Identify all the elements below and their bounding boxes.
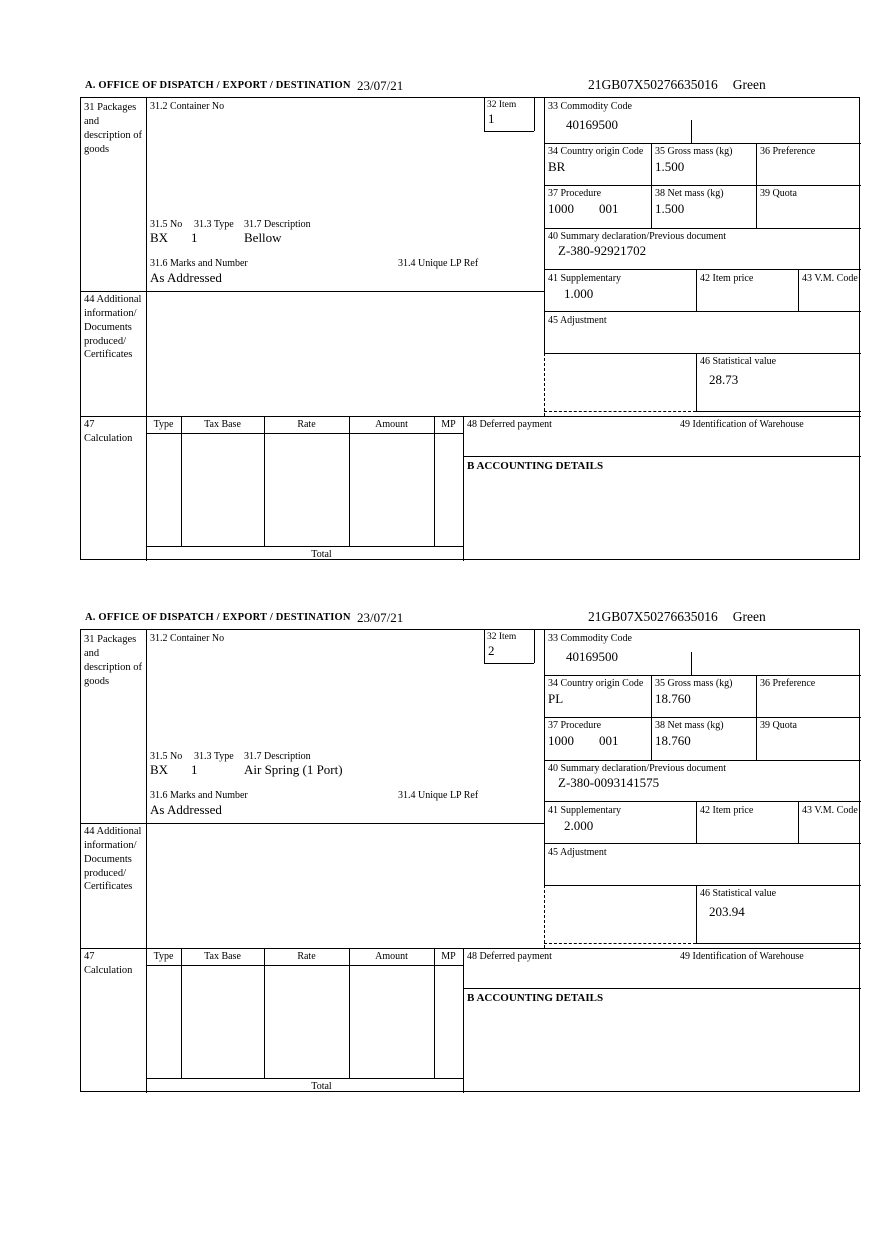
dashed-line (544, 353, 545, 416)
line (146, 98, 147, 561)
line (146, 546, 463, 547)
line (146, 1078, 463, 1079)
net-mass-label: 38 Net mass (kg) (655, 188, 724, 199)
marks-value: As Addressed (150, 270, 222, 285)
line (81, 291, 544, 292)
country-origin-value: BR (548, 159, 566, 174)
line (544, 843, 861, 844)
container-no-label: 31.2 Container No (150, 101, 225, 112)
no-315-label: 31.5 No (150, 219, 183, 230)
line (484, 630, 485, 663)
box31-label: 31 Packages and description of goods (84, 634, 143, 687)
item-label: 32 Item (487, 100, 517, 110)
quota-label: 39 Quota (760, 188, 797, 199)
statistical-value-label: 46 Statistical value (700, 356, 777, 367)
commodity-code-value: 40169500 (566, 117, 618, 132)
marks-316-label: 31.6 Marks and Number (150, 790, 248, 801)
line (544, 185, 861, 186)
item-price-label: 42 Item price (700, 273, 754, 284)
mrn (588, 609, 766, 625)
box47-label: 47 Calculation (84, 419, 133, 444)
country-origin-label: 34 Country origin Code (548, 146, 644, 157)
type-313-label: 31.3 Type (194, 219, 234, 230)
col-type-label: Type (153, 419, 174, 430)
net-mass-value: 1.500 (655, 201, 685, 216)
line (798, 801, 799, 843)
line (484, 98, 485, 131)
col-tax-base-label: Tax Base (204, 419, 241, 430)
warehouse-label: 49 Identification of Warehouse (680, 951, 804, 962)
line (81, 823, 544, 824)
net-mass-label: 38 Net mass (kg) (655, 720, 724, 731)
procedure-label: 37 Procedure (548, 720, 602, 731)
line (544, 98, 545, 353)
lp-ref-314-label: 31.4 Unique LP Ref (398, 790, 479, 801)
box44-label: 44 Additional information/ Documents produced/ Certificates (84, 826, 142, 893)
total-label: Total (311, 549, 332, 560)
package-kind-value: BX (150, 762, 169, 777)
summary-declaration-label: 40 Summary declaration/Previous document (548, 763, 727, 774)
accounting-details-label: B ACCOUNTING DETAILS (467, 992, 604, 1004)
item-price-label: 42 Item price (700, 805, 754, 816)
supplementary-units-value: 1.000 (564, 286, 594, 301)
net-mass-value: 18.760 (655, 733, 691, 748)
warehouse-label: 49 Identification of Warehouse (680, 419, 804, 430)
line (463, 988, 861, 989)
line (484, 663, 534, 664)
package-count-value: 1 (191, 762, 198, 777)
adjustment-label: 45 Adjustment (548, 847, 607, 858)
line (696, 885, 697, 943)
line (264, 416, 265, 546)
procedure-value: 1000 (548, 733, 574, 748)
route-status: Green (732, 609, 766, 624)
line (651, 143, 652, 228)
preference-label: 36 Preference (760, 678, 816, 689)
route-status: Green (732, 77, 766, 92)
line (463, 456, 861, 457)
declaration-item-section (80, 77, 862, 567)
description-317-label: 31.7 Description (244, 751, 311, 762)
col-amount-label: Amount (375, 419, 408, 430)
lp-ref-314-label: 31.4 Unique LP Ref (398, 258, 479, 269)
declaration-date: 23/07/21 (357, 610, 404, 625)
line (463, 948, 464, 1093)
commodity-code-tick (691, 652, 692, 675)
col-mp-label: MP (441, 951, 456, 962)
line (81, 948, 861, 949)
section-header (80, 77, 860, 97)
mrn-value: 21GB07X50276635016 (588, 77, 718, 92)
goods-description-value: Bellow (244, 230, 282, 245)
gross-mass-value: 1.500 (655, 159, 685, 174)
total-label: Total (311, 1081, 332, 1092)
vm-code-label: 43 V.M. Code (802, 805, 858, 816)
col-type-label: Type (153, 951, 174, 962)
mrn-value: 21GB07X50276635016 (588, 609, 718, 624)
statistical-value: 203.94 (709, 904, 745, 919)
line (544, 311, 861, 312)
box44-label: 44 Additional information/ Documents produced/ Certificates (84, 294, 142, 361)
previous-document-value: Z-380-92921702 (558, 243, 647, 258)
procedure-label: 37 Procedure (548, 188, 602, 199)
dashed-line (544, 411, 696, 412)
procedure-extension-value: 001 (599, 201, 619, 216)
procedure-value: 1000 (548, 201, 574, 216)
supplementary-label: 41 Supplementary (548, 805, 622, 816)
statistical-value: 28.73 (709, 372, 739, 387)
commodity-code-value: 40169500 (566, 649, 618, 664)
line (544, 143, 861, 144)
statistical-value-label: 46 Statistical value (700, 888, 777, 899)
procedure-extension-value: 001 (599, 733, 619, 748)
goods-description-value: Air Spring (1 Port) (244, 762, 343, 777)
col-rate-label: Rate (297, 419, 316, 430)
line (181, 948, 182, 1078)
commodity-code-tick (691, 120, 692, 143)
supplementary-units-value: 2.000 (564, 818, 594, 833)
summary-declaration-label: 40 Summary declaration/Previous document (548, 231, 727, 242)
box31-label: 31 Packages and description of goods (84, 102, 143, 155)
line (181, 416, 182, 546)
deferred-payment-label: 48 Deferred payment (467, 419, 552, 430)
gross-mass-value: 18.760 (655, 691, 691, 706)
office-of-dispatch-label: A. OFFICE OF DISPATCH / EXPORT / DESTINATION (85, 80, 351, 91)
line (264, 948, 265, 1078)
col-tax-base-label: Tax Base (204, 951, 241, 962)
gross-mass-label: 35 Gross mass (kg) (655, 678, 733, 689)
package-count-value: 1 (191, 230, 198, 245)
line (696, 353, 697, 411)
line (544, 630, 545, 885)
line (544, 228, 861, 229)
line (651, 675, 652, 760)
preference-label: 36 Preference (760, 146, 816, 157)
section-header (80, 609, 860, 629)
marks-316-label: 31.6 Marks and Number (150, 258, 248, 269)
supplementary-label: 41 Supplementary (548, 273, 622, 284)
quota-label: 39 Quota (760, 720, 797, 731)
dashed-line (544, 885, 545, 948)
line (349, 948, 350, 1078)
line (534, 98, 535, 131)
line (146, 630, 147, 1093)
line (696, 943, 861, 944)
line (544, 717, 861, 718)
accounting-details-label: B ACCOUNTING DETAILS (467, 460, 604, 472)
col-rate-label: Rate (297, 951, 316, 962)
marks-value: As Addressed (150, 802, 222, 817)
dashed-line (544, 943, 696, 944)
mrn (588, 77, 766, 93)
deferred-payment-label: 48 Deferred payment (467, 951, 552, 962)
item-detail-box (80, 97, 860, 560)
container-no-label: 31.2 Container No (150, 633, 225, 644)
line (756, 675, 757, 760)
previous-document-value: Z-380-0093141575 (558, 775, 660, 790)
line (756, 143, 757, 228)
type-313-label: 31.3 Type (194, 751, 234, 762)
line (544, 675, 861, 676)
line (484, 131, 534, 132)
col-amount-label: Amount (375, 951, 408, 962)
item-number-value: 1 (488, 111, 495, 126)
line (146, 433, 463, 434)
country-origin-value: PL (548, 691, 564, 706)
declaration-date: 23/07/21 (357, 78, 404, 93)
item-label: 32 Item (487, 632, 517, 642)
line (434, 416, 435, 546)
line (544, 801, 861, 802)
country-origin-label: 34 Country origin Code (548, 678, 644, 689)
line (798, 269, 799, 311)
item-number-value: 2 (488, 643, 495, 658)
col-mp-label: MP (441, 419, 456, 430)
commodity-code-label: 33 Commodity Code (548, 101, 632, 112)
line (544, 760, 861, 761)
line (534, 630, 535, 663)
line (544, 885, 861, 886)
no-315-label: 31.5 No (150, 751, 183, 762)
package-kind-value: BX (150, 230, 169, 245)
box47-label: 47 Calculation (84, 951, 133, 976)
line (81, 416, 861, 417)
line (696, 411, 861, 412)
line (146, 965, 463, 966)
vm-code-label: 43 V.M. Code (802, 273, 858, 284)
commodity-code-label: 33 Commodity Code (548, 633, 632, 644)
office-of-dispatch-label: A. OFFICE OF DISPATCH / EXPORT / DESTINATION (85, 612, 351, 623)
line (544, 353, 861, 354)
item-detail-box (80, 629, 860, 1092)
line (696, 269, 697, 311)
line (696, 801, 697, 843)
adjustment-label: 45 Adjustment (548, 315, 607, 326)
declaration-item-section (80, 609, 862, 1099)
line (434, 948, 435, 1078)
line (544, 269, 861, 270)
line (349, 416, 350, 546)
line (463, 416, 464, 561)
description-317-label: 31.7 Description (244, 219, 311, 230)
gross-mass-label: 35 Gross mass (kg) (655, 146, 733, 157)
